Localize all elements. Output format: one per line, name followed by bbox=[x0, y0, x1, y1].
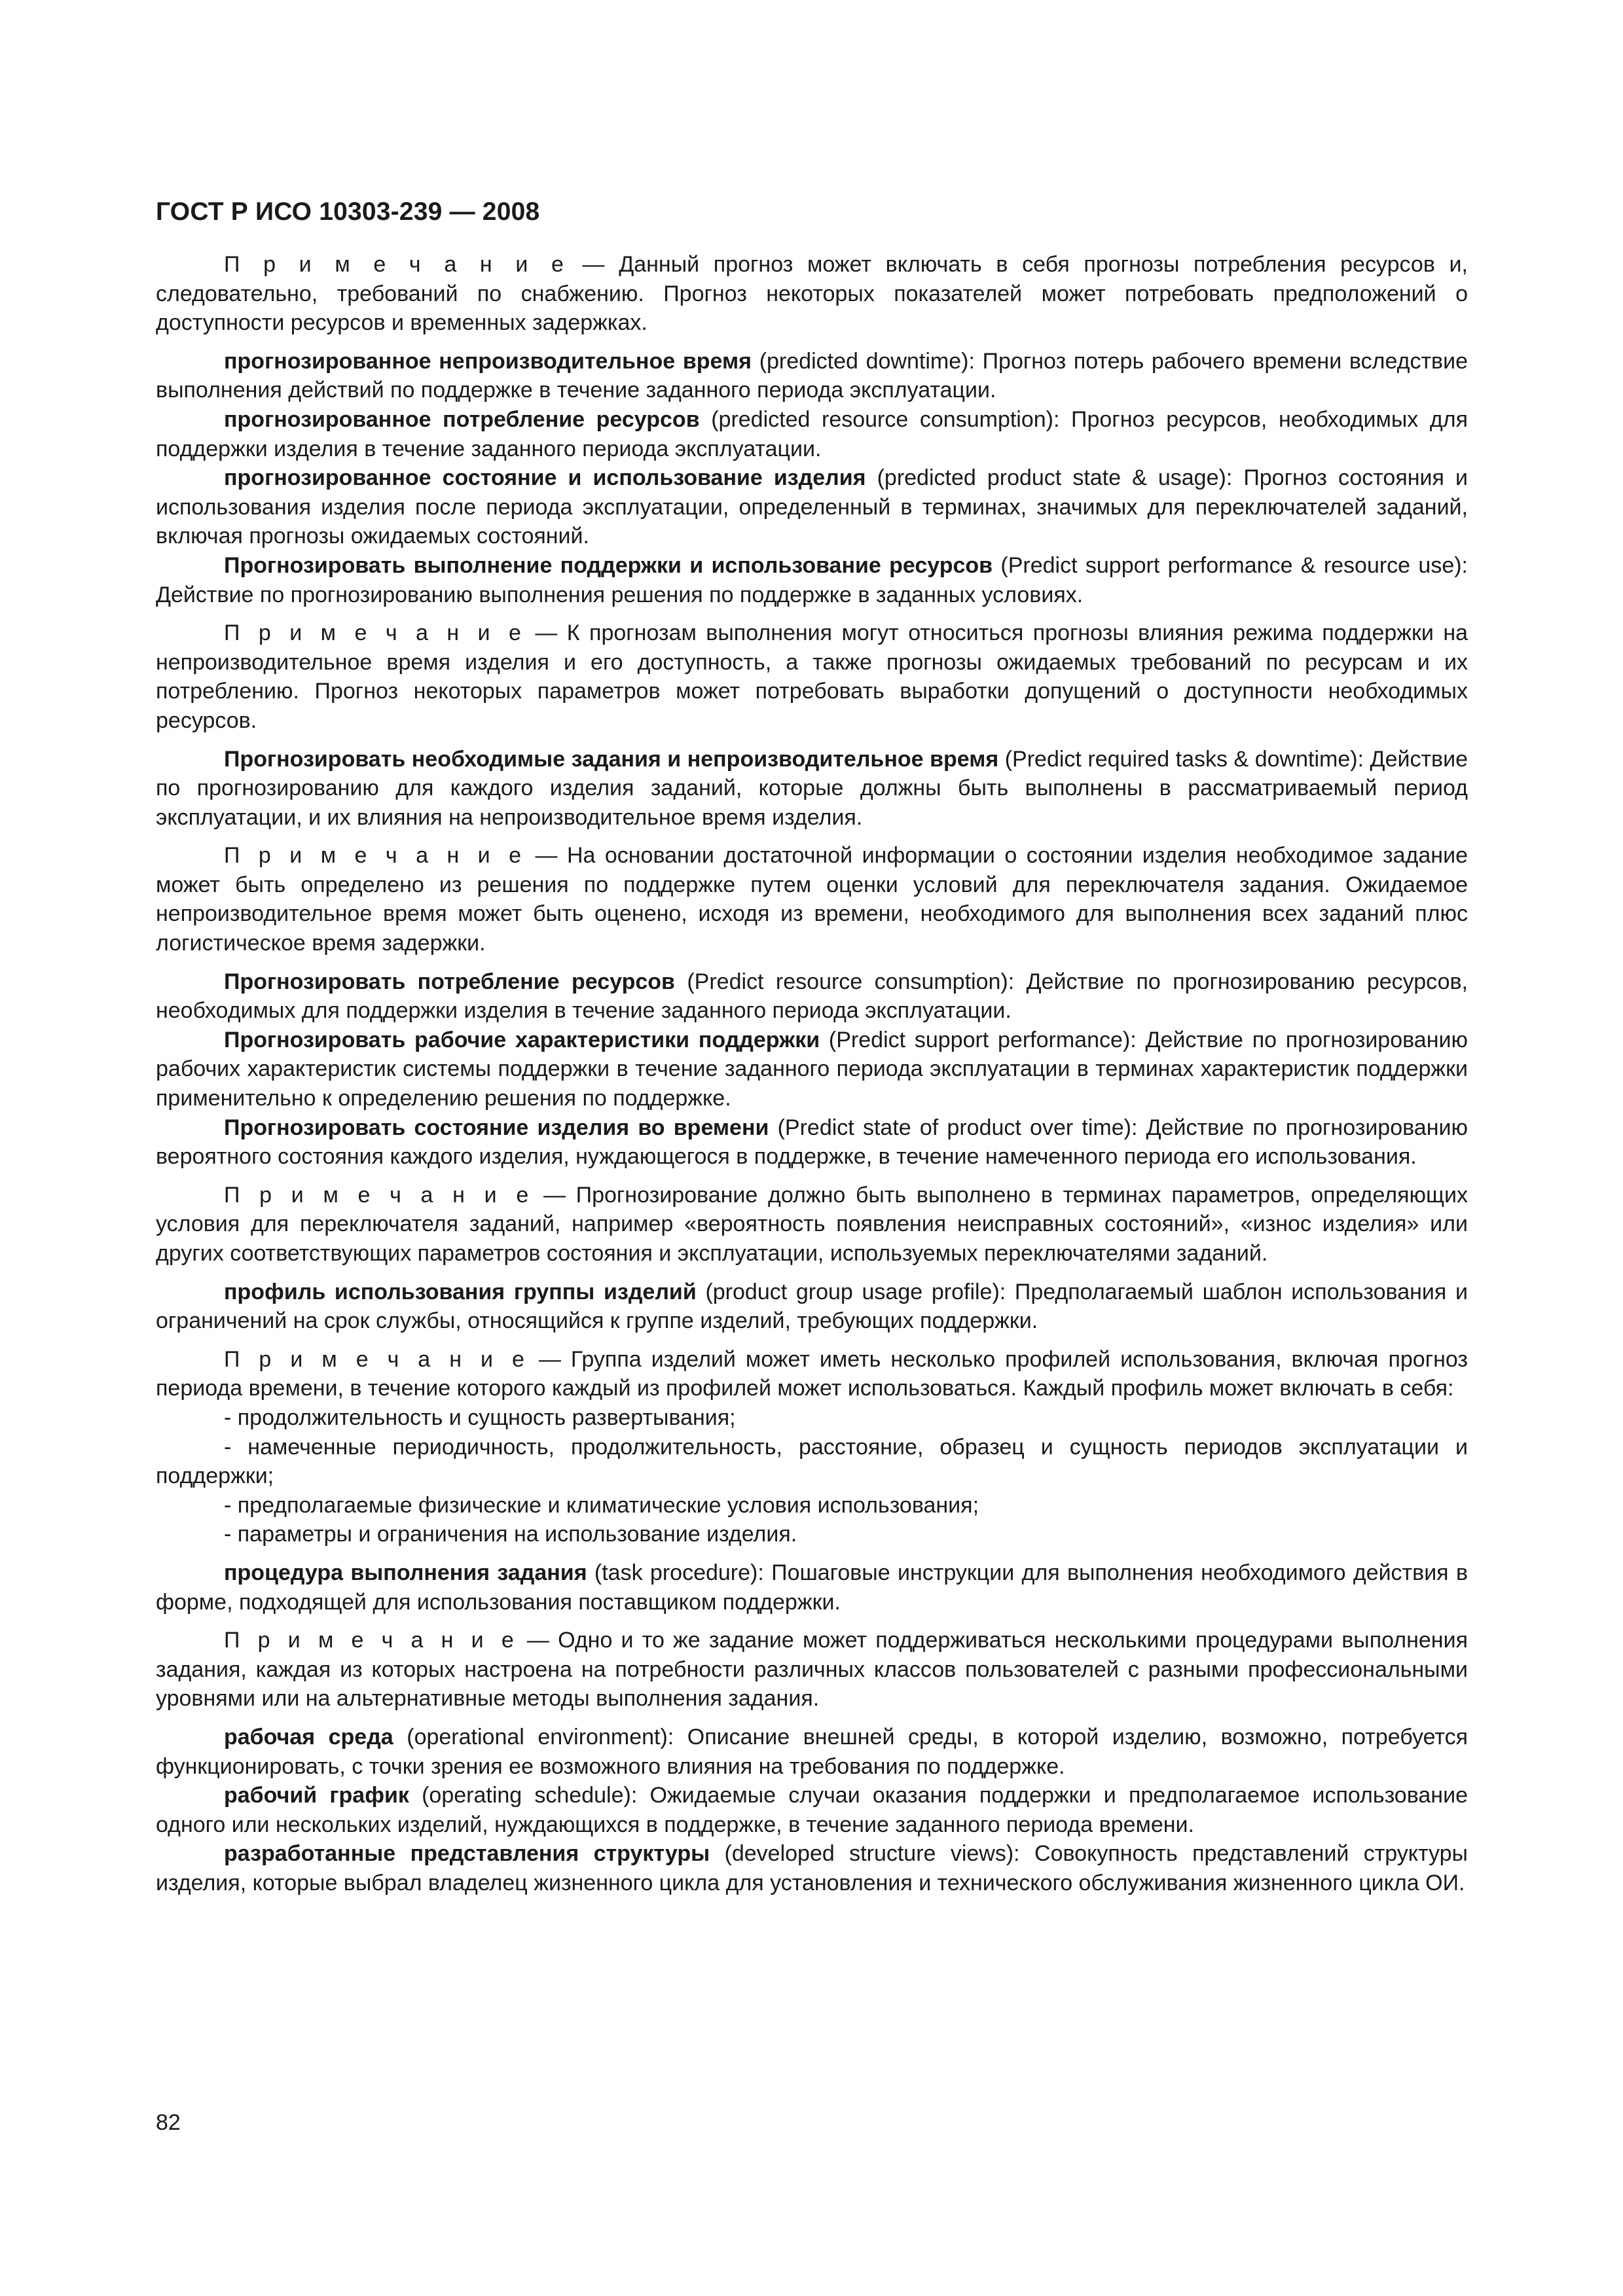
list-item: - намеченные периодичность, продолжительность, расстояние, образец и сущность периодов эксплуатации и поддержки; bbox=[156, 1434, 1468, 1489]
term-definition bbox=[156, 347, 1468, 405]
note-paragraph bbox=[156, 1181, 1468, 1268]
document-body bbox=[156, 250, 1468, 1897]
note-label: П р и м е ч а н и е bbox=[224, 620, 526, 646]
term-name: Прогнозировать потребление ресурсов bbox=[224, 969, 675, 994]
term-text: (Predict support performance & resource use): Действие по прогнозированию выполнения решения по поддержке в заданных условиях. bbox=[156, 552, 1468, 607]
term-name: Прогнозировать необходимые задания и непроизводительное время bbox=[224, 746, 999, 772]
term-text: (product group usage profile): Предполагаемый шаблон использования и ограничений на срок службы, относящийся к группе изделий, требующих поддержки. bbox=[156, 1279, 1468, 1334]
note-paragraph bbox=[156, 1626, 1468, 1713]
term-text: (predicted downtime): Прогноз потерь рабочего времени вследствие выполнения действий по поддержке в течение заданного периода эксплуатации. bbox=[156, 348, 1468, 403]
term-name: процедура выполнения задания bbox=[224, 1560, 587, 1585]
note-label: П р и м е ч а н и е bbox=[224, 843, 526, 869]
term-text: (operating schedule): Ожидаемые случаи оказания поддержки и предполагаемое использование одного или нескольких изделий, нуждающихся в поддержке, в течение заданного периода времени. bbox=[156, 1783, 1468, 1837]
term-definition bbox=[156, 1723, 1468, 1781]
list-item: - продолжительность и сущность развертывания; bbox=[224, 1405, 736, 1430]
note-label: П р и м е ч а н и е bbox=[224, 1628, 519, 1653]
term-definition bbox=[156, 551, 1468, 609]
note-text: — К прогнозам выполнения могут относиться прогнозы влияния режима поддержки на непроизводительное время изделия и его доступность, а также прогнозы ожидаемых требований по ресурсам и их потреблению. Прогноз некоторых параметров может потребовать выработки допущений о доступности необходимых ресурсов. bbox=[156, 620, 1468, 733]
note-paragraph bbox=[156, 841, 1468, 958]
term-name: рабочий график bbox=[224, 1783, 409, 1808]
term-definition bbox=[156, 1558, 1468, 1617]
term-name: Прогнозировать рабочие характеристики поддержки bbox=[224, 1027, 820, 1052]
note-label: П р и м е ч а н и е bbox=[224, 1346, 529, 1372]
term-text: (predicted product state & usage): Прогноз состояния и использования изделия после периода эксплуатации, определенный в терминах, значимых для переключателей заданий, включая прогнозы ожидаемых состояний. bbox=[156, 465, 1468, 549]
term-text: (operational environment): Описание внешней среды, в которой изделию, возможно, потребуется функционировать, с точки зрения ее возможного влияния на требования по поддержке. bbox=[156, 1724, 1468, 1779]
term-name: Прогнозировать выполнение поддержки и использование ресурсов bbox=[224, 552, 993, 578]
document-header: ГОСТ Р ИСО 10303-239 — 2008 bbox=[156, 198, 540, 226]
note-paragraph bbox=[156, 1345, 1468, 1403]
term-name: Прогнозировать состояние изделия во времени bbox=[224, 1115, 769, 1140]
note-paragraph bbox=[156, 619, 1468, 735]
term-text: (Predict resource consumption): Действие по прогнозированию ресурсов, необходимых для поддержки изделия в течение заданного периода эксплуатации. bbox=[156, 969, 1468, 1024]
term-name: профиль использования группы изделий bbox=[224, 1279, 697, 1304]
term-text: (developed structure views): Совокупность представлений структуры изделия, которые выбрал владелец жизненного цикла для установления и технического обслуживания жизненного цикла ОИ. bbox=[156, 1841, 1468, 1895]
note-text: — На основании достаточной информации о состоянии изделия необходимое задание может быть определено из решения по поддержке путем оценки условий для переключателя задания. Ожидаемое непроизводительное время может быть оценено, исходя из времени, необходимого для выполнения всех заданий плюс логистическое время задержки. bbox=[156, 843, 1468, 956]
term-definition bbox=[156, 1278, 1468, 1336]
term-text: (Predict required tasks & downtime): Действие по прогнозированию для каждого изделия заданий, которые должны быть выполнены в рассматриваемый период эксплуатации, и их влияния на непроизводительное время изделия. bbox=[156, 746, 1468, 830]
term-definition bbox=[156, 967, 1468, 1026]
term-definition bbox=[156, 1839, 1468, 1897]
term-definition bbox=[156, 1781, 1468, 1839]
term-name: прогнозированное непроизводительное время bbox=[224, 348, 752, 374]
term-name: прогнозированное потребление ресурсов bbox=[224, 406, 700, 432]
term-name: прогнозированное состояние и использование изделия bbox=[224, 465, 866, 491]
term-definition bbox=[156, 463, 1468, 551]
note-label: П р и м е ч а н и е bbox=[224, 252, 568, 277]
note-text: — Прогнозирование должно быть выполнено в терминах параметров, определяющих условия для переключателя заданий, например «вероятность появления неисправных состояний», «износ изделия» или других соответствующих параметров состояния и эксплуатации, используемых переключателями заданий. bbox=[156, 1182, 1468, 1266]
term-definition bbox=[156, 1113, 1468, 1172]
term-text: (Predict support performance): Действие по прогнозированию рабочих характеристик системы поддержки в течение заданного периода эксплуатации в терминах характеристик поддержки применительно к определению решения по поддержке. bbox=[156, 1027, 1468, 1111]
note-text: — Группа изделий может иметь несколько профилей использования, включая прогноз периода времени, в течение которого каждый из профилей может использоваться. Каждый профиль может включать в себя: bbox=[156, 1346, 1468, 1401]
list-item: - предполагаемые физические и климатические условия использования; bbox=[224, 1492, 979, 1518]
note-paragraph bbox=[156, 250, 1468, 338]
note-text: — Данный прогноз может включать в себя прогнозы потребления ресурсов и, следовательно, требований по снабжению. Прогноз некоторых показателей может потребовать предположений о доступности ресурсов и временных задержках. bbox=[156, 252, 1468, 336]
note-text: — Одно и то же задание может поддерживаться несколькими процедурами выполнения задания, каждая из которых настроена на потребности различных классов пользователей с разными профессиональными уровнями или на альтернативные методы выполнения задания. bbox=[156, 1628, 1468, 1712]
term-text: (predicted resource consumption): Прогноз ресурсов, необходимых для поддержки изделия в течение заданного периода эксплуатации. bbox=[156, 406, 1468, 461]
term-definition bbox=[156, 405, 1468, 463]
note-label: П р и м е ч а н и е bbox=[224, 1182, 534, 1208]
list-item: - параметры и ограничения на использование изделия. bbox=[224, 1522, 797, 1547]
term-name: разработанные представления структуры bbox=[224, 1841, 710, 1867]
term-name: рабочая среда bbox=[224, 1724, 393, 1749]
term-definition bbox=[156, 1026, 1468, 1113]
term-text: (Predict state of product over time): Действие по прогнозированию вероятного состояния каждого изделия, нуждающегося в поддержке, в течение намеченного периода его использования. bbox=[156, 1115, 1468, 1170]
term-text: (task procedure): Пошаговые инструкции для выполнения необходимого действия в форме, подходящей для использования поставщиком поддержки. bbox=[156, 1560, 1468, 1615]
term-definition bbox=[156, 745, 1468, 833]
page-number: 82 bbox=[156, 2110, 181, 2135]
